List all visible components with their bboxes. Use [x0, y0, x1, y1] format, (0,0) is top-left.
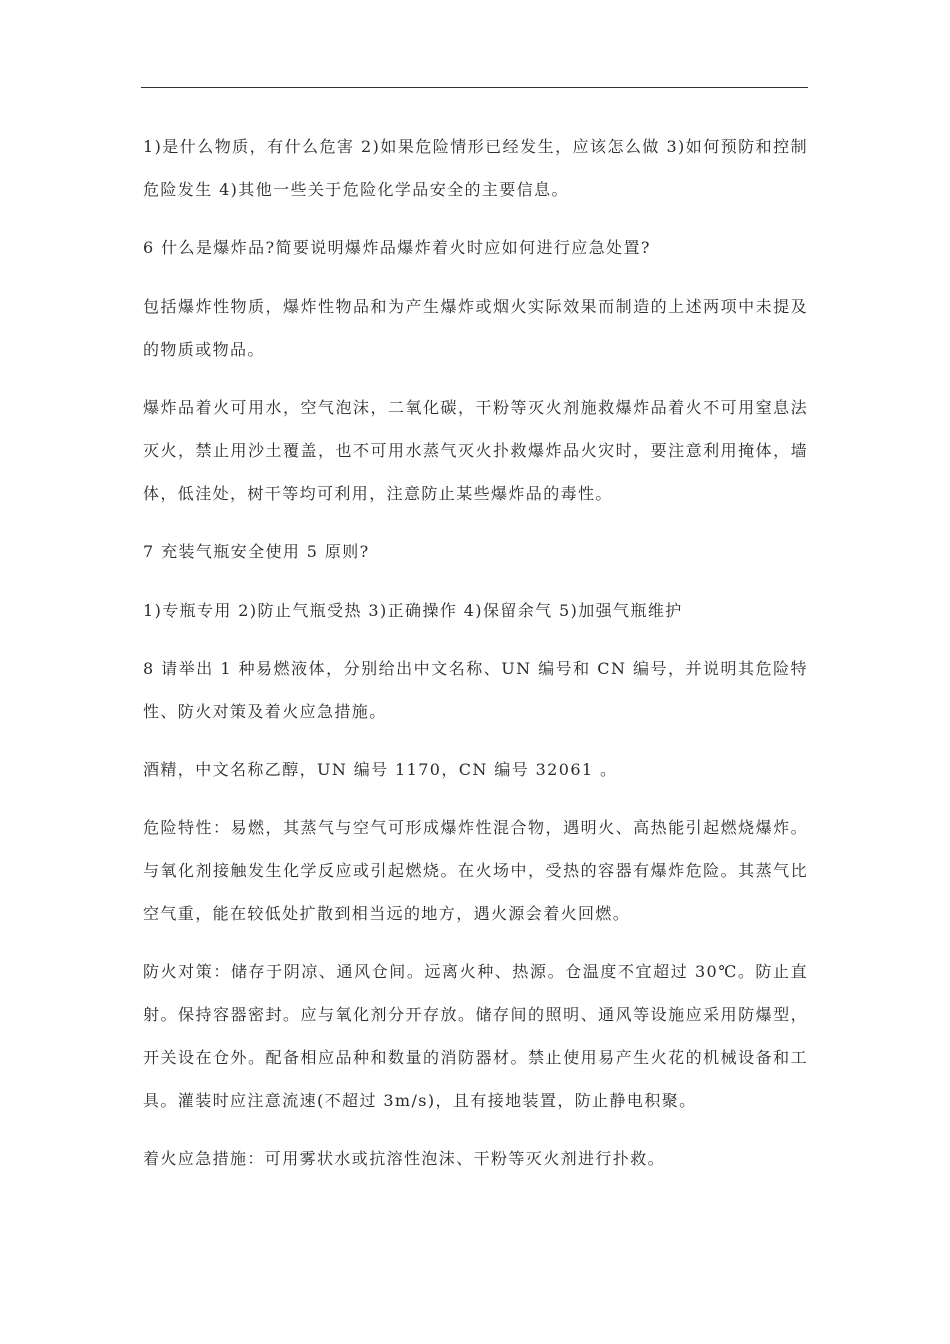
question-7: 7 充装气瓶安全使用 5 原则? — [143, 542, 370, 561]
answer-6-definition: 包括爆炸性物质，爆炸性物品和为产生爆炸或烟火实际效果而制造的上述两项中未提及的物质或物品。 — [143, 297, 808, 359]
answer-8-hazards: 危险特性：易燃，其蒸气与空气可形成爆炸性混合物，遇明火、高热能引起燃烧爆炸。与氧化剂接触发生化学反应或引起燃烧。在火场中，受热的容器有爆炸危险。其蒸气比空气重，能在较低处扩散到相当远的地方，遇火源会着火回燃。 — [143, 818, 808, 923]
document-body — [143, 125, 808, 1180]
answer-6-response: 爆炸品着火可用水，空气泡沫，二氧化碳，干粉等灭火剂施救爆炸品着火不可用窒息法灭火，禁止用沙土覆盖，也不可用水蒸气灭火扑救爆炸品火灾时，要注意利用掩体，墙体，低洼处，树干等均可利用，注意防止某些爆炸品的毒性。 — [143, 398, 808, 503]
answer-8-fire-prevention: 防火对策：储存于阴凉、通风仓间。远离火种、热源。仓温度不宜超过 30℃。防止直射。保持容器密封。应与氧化剂分开存放。储存间的照明、通风等设施应采用防爆型，开关设在仓外。配备相应品种和数量的消防器材。禁止使用易产生火花的机械设备和工具。灌装时应注意流速(不超过 3m/s)，且有接地装置，防止静电积聚。 — [143, 962, 808, 1110]
answer-8-emergency-measures: 着火应急措施：可用雾状水或抗溶性泡沫、干粉等灭火剂进行扑救。 — [143, 1149, 666, 1168]
question-8: 8 请举出 1 种易燃液体，分别给出中文名称、UN 编号和 CN 编号，并说明其危险特性、防火对策及着火应急措施。 — [143, 659, 808, 721]
paragraph-msds-content: 1)是什么物质，有什么危害 2)如果危险情形已经发生，应该怎么做 3)如何预防和控制危险发生 4)其他一些关于危险化学品安全的主要信息。 — [143, 137, 808, 199]
answer-7: 1)专瓶专用 2)防止气瓶受热 3)正确操作 4)保留余气 5)加强气瓶维护 — [143, 601, 683, 620]
answer-8-identification: 酒精，中文名称乙醇，UN 编号 1170，CN 编号 32061 。 — [143, 760, 618, 779]
header-rule — [141, 87, 808, 88]
question-6: 6 什么是爆炸品?简要说明爆炸品爆炸着火时应如何进行应急处置? — [143, 238, 651, 257]
